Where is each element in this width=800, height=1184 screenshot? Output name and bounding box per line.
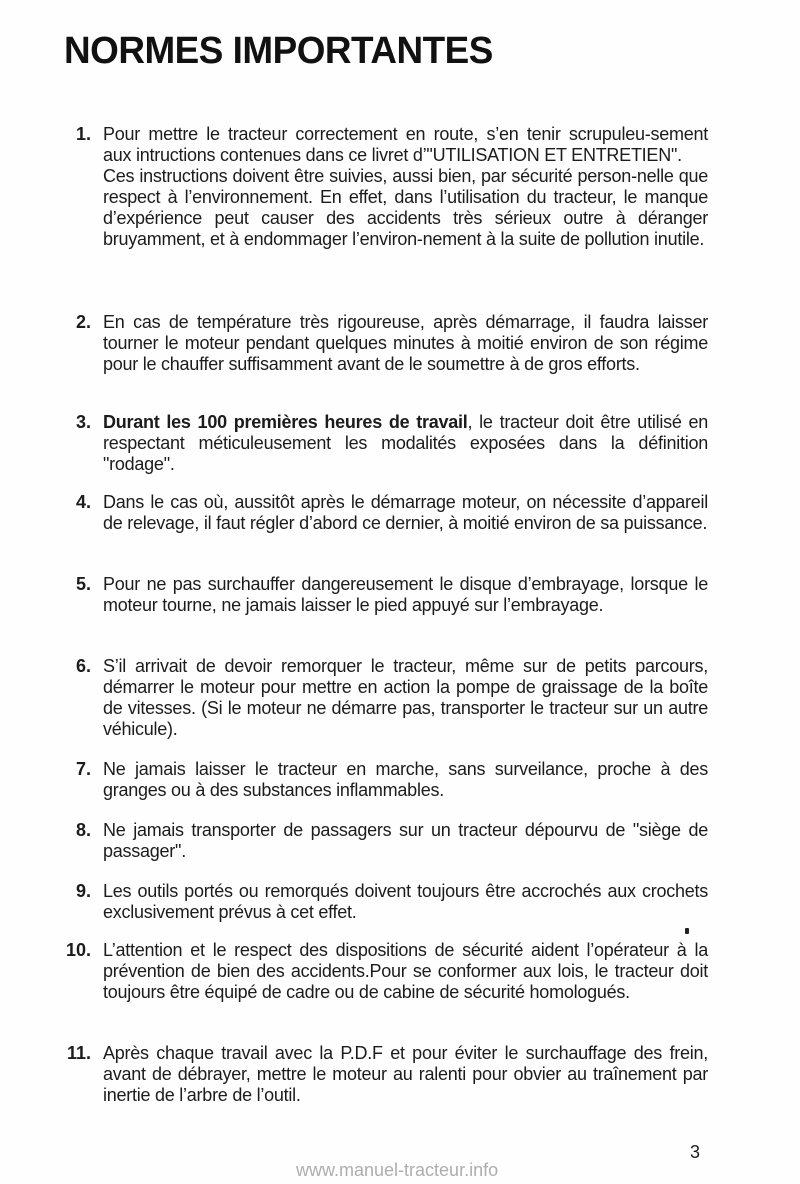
item-text [103, 312, 708, 375]
list-item [58, 656, 708, 740]
item-paragraph: En cas de température très rigoureuse, après démarrage, il faudra laisser tourner le moteur pendant quelques minutes à moitié environ de son régime pour le chauffer suffisamment avant de le soumettre à de gros efforts. [103, 312, 708, 374]
item-paragraph: Les outils portés ou remorqués doivent toujours être accrochés aux crochets exclusivement prévus à cet effet. [103, 881, 708, 922]
item-paragraph: Ne jamais transporter de passagers sur un tracteur dépourvu de "siège de passager". [103, 820, 708, 861]
item-number: 7. [75, 759, 91, 779]
item-rest: , le tracteur doit être utilisé en respectant méticuleusement les modalités exposées dans la définition "rodage". [103, 412, 708, 474]
list-item [58, 574, 708, 616]
item-number: 1. [75, 124, 91, 144]
watermark-url: www.manuel-tracteur.info [296, 1160, 499, 1180]
item-number: 2. [75, 312, 91, 332]
list-item [58, 759, 708, 801]
item-text [103, 412, 708, 475]
item-paragraph: S’il arrivait de devoir remorquer le tracteur, même sur de petits parcours, démarrer le moteur pour mettre en action la pompe de graissage de la boîte de vitesses. (Si le moteur ne démarre pas, transporter le tracteur sur un autre véhicule). [103, 656, 708, 739]
item-bold-lead: Durant les 100 premières heures de travail [103, 412, 468, 432]
item-paragraph: Ne jamais laisser le tracteur en marche, sans surveilance, proche à des granges ou à des substances inflammables. [103, 759, 708, 800]
item-number: 4. [75, 492, 91, 512]
item-paragraph: Pour mettre le tracteur correctement en route, s’en tenir scrupuleu-sement aux intructions contenues dans ce livret d’"UTILISATION ET ENTRETIEN". [103, 124, 708, 165]
list-item [58, 940, 708, 1003]
item-number: 8. [75, 820, 91, 840]
print-speck [685, 928, 689, 934]
item-text [103, 124, 708, 250]
item-number: 10. [65, 940, 91, 960]
item-text [103, 820, 708, 862]
item-number: 5. [75, 574, 91, 594]
page-title: NORMES IMPORTANTES [64, 30, 493, 72]
item-text [103, 759, 708, 801]
item-text [103, 940, 708, 1003]
list-item [58, 124, 708, 250]
item-text [103, 881, 708, 923]
list-item [58, 820, 708, 862]
item-paragraph: L’attention et le respect des dispositions de sécurité aident l’opérateur à la prévention de bien des accidents.Pour se conformer aux lois, le tracteur doit toujours être équipé de cadre ou de cabine de sécurité homologués. [103, 940, 708, 1002]
item-number: 6. [75, 656, 91, 676]
list-item [58, 881, 708, 923]
list-item [58, 412, 708, 475]
list-item [58, 1043, 708, 1106]
item-paragraph: Pour ne pas surchauffer dangereusement le disque d’embrayage, lorsque le moteur tourne, ne jamais laisser le pied appuyé sur l’embrayage. [103, 574, 708, 615]
item-paragraph: Dans le cas où, aussitôt après le démarrage moteur, on nécessite d’appareil de relevage, il faut régler d’abord ce dernier, à moitié environ de sa puissance. [103, 492, 708, 533]
list-item [58, 312, 708, 375]
item-paragraph: Après chaque travail avec la P.D.F et pour éviter le surchauffage des frein, avant de débrayer, mettre le moteur au ralenti pour obvier au traînement par inertie de l’arbre de l’outil. [103, 1043, 708, 1105]
item-number: 11. [66, 1043, 91, 1063]
item-number: 9. [75, 881, 91, 901]
item-paragraph: Ces instructions doivent être suivies, aussi bien, par sécurité person-nelle que respect à l’environnement. En effet, dans l’utilisation du tracteur, le manque d’expérience peut causer des accidents très sérieux outre à déranger bruyamment, et à endommager l’environ-nement à la suite de pollution inutile. [103, 166, 708, 249]
item-text [103, 492, 708, 534]
item-text [103, 1043, 708, 1106]
item-paragraph [103, 412, 708, 475]
item-text [103, 656, 708, 740]
page-number: 3 [689, 1142, 700, 1162]
list-item [58, 492, 708, 534]
item-number: 3. [75, 412, 91, 432]
item-text [103, 574, 708, 616]
